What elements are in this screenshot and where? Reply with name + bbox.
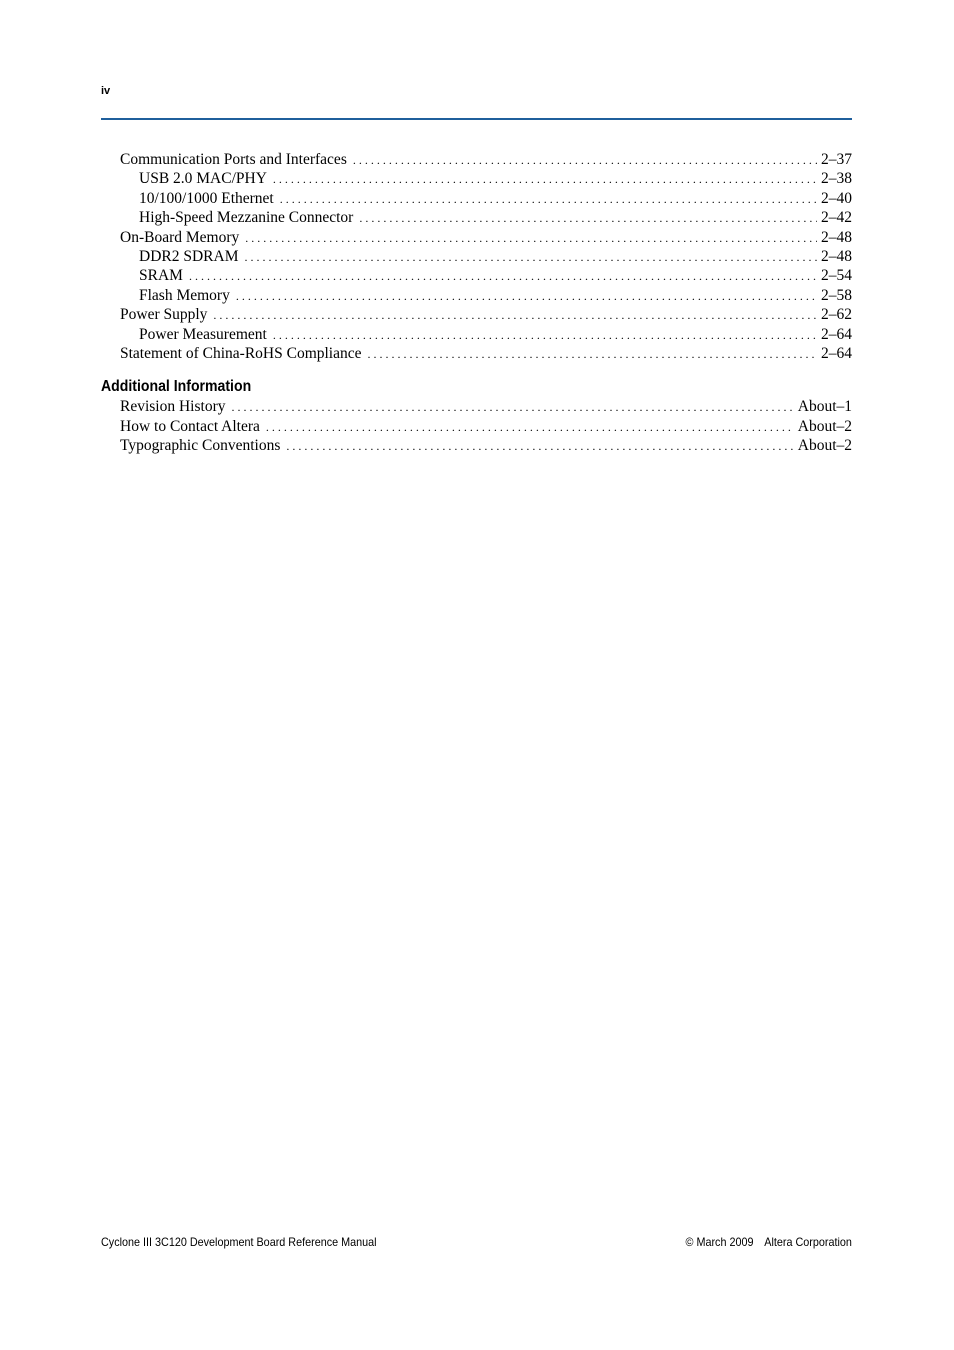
- toc-entry[interactable]: [101, 436, 852, 455]
- toc-leader: [353, 151, 817, 169]
- toc-entry-page: 2–64: [821, 325, 852, 343]
- toc-entry[interactable]: [101, 208, 852, 227]
- toc-entry-title: Flash Memory: [139, 286, 230, 304]
- toc-entry[interactable]: [101, 305, 852, 324]
- toc-leader: [273, 170, 817, 188]
- toc-leader: [286, 437, 793, 455]
- toc-entry-page: 2–64: [821, 344, 852, 362]
- toc-entry[interactable]: [101, 344, 852, 363]
- toc-entry-page: About–1: [797, 398, 852, 416]
- toc-leader: [232, 398, 794, 416]
- toc-entry-title: Power Supply: [120, 306, 208, 324]
- toc-entry[interactable]: [101, 228, 852, 247]
- toc-entry-page: 2–42: [821, 209, 852, 227]
- footer-manual-title: Cyclone III 3C120 Development Board Reference Manual: [101, 1235, 377, 1249]
- toc-entry-page: 2–48: [821, 228, 852, 246]
- toc-entry-page: About–2: [797, 417, 852, 435]
- toc-entry-page: 2–40: [821, 189, 852, 207]
- toc-entry[interactable]: [101, 286, 852, 305]
- table-of-contents: [101, 150, 852, 455]
- toc-entry-page: 2–48: [821, 247, 852, 265]
- toc-entry[interactable]: [101, 169, 852, 188]
- toc-entry[interactable]: [101, 150, 852, 169]
- toc-entry-page: 2–62: [821, 306, 852, 324]
- toc-entry-title: Power Measurement: [139, 325, 267, 343]
- toc-entry-title: Typographic Conventions: [120, 437, 281, 455]
- toc-entry[interactable]: [101, 325, 852, 344]
- toc-leader: [189, 267, 817, 285]
- page-footer: [101, 1235, 852, 1249]
- toc-entry-title: Revision History: [120, 398, 226, 416]
- toc-leader: [273, 326, 817, 344]
- section-heading-additional-information[interactable]: Additional Information: [101, 378, 252, 396]
- toc-leader: [236, 287, 817, 305]
- toc-entry[interactable]: [101, 189, 852, 208]
- page-number: iv: [101, 85, 111, 97]
- toc-leader: [359, 209, 817, 227]
- toc-leader: [213, 306, 817, 324]
- footer-date: © March 2009: [685, 1235, 754, 1249]
- footer-right: [686, 1235, 852, 1249]
- toc-entry[interactable]: [101, 417, 852, 436]
- toc-entry-title: Statement of China-RoHS Compliance: [120, 344, 362, 362]
- toc-entry[interactable]: [101, 266, 852, 285]
- toc-entry-title: 10/100/1000 Ethernet: [139, 189, 274, 207]
- toc-leader: [245, 229, 817, 247]
- toc-entry-title: High-Speed Mezzanine Connector: [139, 209, 354, 227]
- header-rule: [101, 118, 852, 120]
- toc-entry-title: How to Contact Altera: [120, 417, 260, 435]
- toc-entry[interactable]: [101, 247, 852, 266]
- toc-entry[interactable]: [101, 397, 852, 416]
- toc-leader: [244, 248, 817, 266]
- footer-company: Altera Corporation: [764, 1235, 852, 1249]
- toc-entry-title: USB 2.0 MAC/PHY: [139, 170, 267, 188]
- toc-entry-page: 2–37: [821, 151, 852, 168]
- toc-leader: [266, 418, 794, 436]
- toc-entry-page: 2–38: [821, 170, 852, 188]
- toc-entry-page: About–2: [797, 437, 852, 455]
- toc-entry-page: 2–54: [821, 267, 852, 285]
- toc-entry-title: On-Board Memory: [120, 228, 240, 246]
- toc-entry-title: SRAM: [139, 267, 183, 285]
- toc-entry-title: Communication Ports and Interfaces: [120, 151, 347, 168]
- toc-leader: [368, 345, 817, 363]
- toc-leader: [280, 190, 817, 208]
- toc-entry-title: DDR2 SDRAM: [139, 247, 239, 265]
- toc-entry-page: 2–58: [821, 286, 852, 304]
